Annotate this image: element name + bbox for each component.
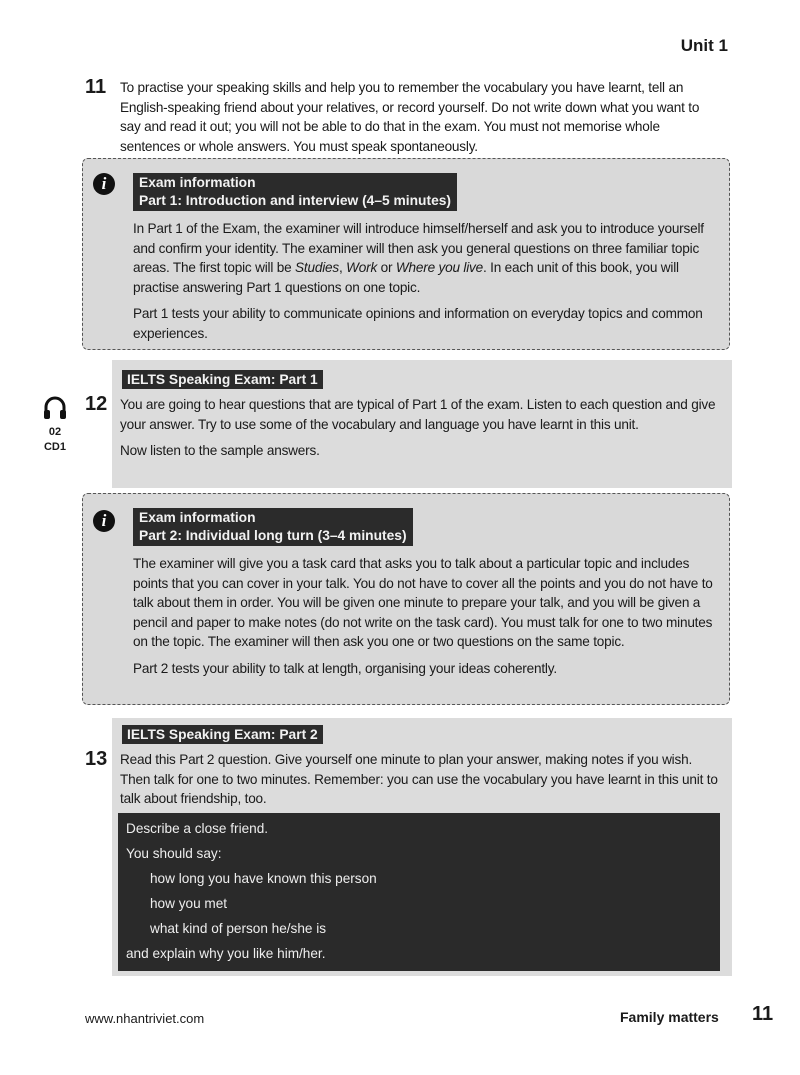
task-card-point: what kind of person he/she is	[150, 921, 327, 936]
exam-info-heading	[133, 173, 457, 211]
exam-info-heading	[133, 508, 413, 546]
instruction: Now listen to the sample answers.	[120, 443, 320, 458]
topic: Studies	[295, 260, 339, 275]
exercise-number: 13	[85, 748, 108, 770]
exercise-number: 11	[85, 76, 107, 98]
info-icon: i	[93, 510, 115, 532]
exam-info-box-part1	[82, 158, 730, 350]
heading-subtitle: Part 1: Introduction and interview (4–5 minutes)	[139, 193, 452, 208]
audio-track: 02	[48, 426, 62, 438]
exam-info-body	[133, 219, 715, 350]
footer-url: www.nhantriviet.com	[85, 1011, 205, 1026]
exercise-12-text	[120, 395, 720, 468]
task-card-point: how you met	[150, 896, 228, 911]
section-tag: IELTS Speaking Exam: Part 1	[122, 370, 323, 389]
text: or	[377, 260, 396, 275]
exercise-13-text: Read this Part 2 question. Give yourself one minute to plan your answer, making notes if you wish. Then talk for one to two minutes. Remember: you can use the vocabulary you have learnt in this unit to talk about friendship, too.	[120, 752, 718, 806]
footer-title: Family matters	[620, 1009, 719, 1025]
task-card-topic: Describe a close friend.	[126, 821, 269, 836]
exercise-number: 12	[85, 393, 108, 415]
exam-info-p1: The examiner will give you a task card that asks you to talk about a particular topic and includes points that you can cover in your talk. You do not have to cover all the points and you do not have to talk about them in order. You will be given one minute to prepare your talk, and you will be given a pencil and paper to make notes (do not write on the task card). You must talk for one to two minutes on the topic. The examiner will then ask you one or two questions on the same topic.	[133, 556, 713, 649]
audio-cd: CD1	[43, 441, 66, 453]
topic: Where you live	[395, 260, 484, 275]
topic: Work	[346, 260, 378, 275]
task-card-point: how long you have known this person	[150, 871, 377, 886]
exam-info-p2: Part 2 tests your ability to talk at length, organising your ideas coherently.	[133, 660, 557, 676]
task-card-prompt: You should say:	[126, 846, 222, 861]
text: ,	[338, 260, 347, 275]
text: . In each unit of this book, you will practise answering Part 1 questions on one topic.	[133, 260, 679, 295]
info-icon: i	[93, 173, 115, 195]
exam-info-body	[133, 554, 715, 685]
heading-subtitle: Part 2: Individual long turn (3–4 minutes)	[139, 528, 407, 543]
heading-title: Exam information	[139, 510, 256, 525]
instruction: You are going to hear questions that are typical of Part 1 of the exam. Listen to each question and give your answer. Try to use some of the vocabulary and language you have learnt in this unit.	[120, 397, 716, 432]
task-card	[118, 813, 720, 971]
heading-title: Exam information	[139, 175, 256, 190]
exam-info-box-part2	[82, 493, 730, 705]
unit-label: Unit 1	[680, 36, 728, 55]
task-card-last: and explain why you like him/her.	[126, 946, 326, 961]
text: In Part 1 of the Exam, the examiner will introduce himself/herself and ask you to introduce yourself and confirm your identity. The examiner will then ask you general questions on three familiar topic areas. The first topic will be	[133, 221, 704, 275]
page-number: 11	[752, 1003, 774, 1025]
headphones-icon	[42, 395, 68, 421]
exercise-11-text: To practise your speaking skills and help you to remember the vocabulary you have learnt, tell an English-speaking friend about your relatives, or record yourself. Do not write down what you want to say and read it out; you will not be able to do that in the exam. You must not memorise whole sentences or whole answers. You must speak spontaneously.	[120, 80, 700, 154]
audio-cue	[38, 395, 72, 453]
section-tag: IELTS Speaking Exam: Part 2	[122, 725, 323, 744]
exam-info-p2: Part 1 tests your ability to communicate opinions and information on everyday topics and common experiences.	[133, 306, 703, 341]
